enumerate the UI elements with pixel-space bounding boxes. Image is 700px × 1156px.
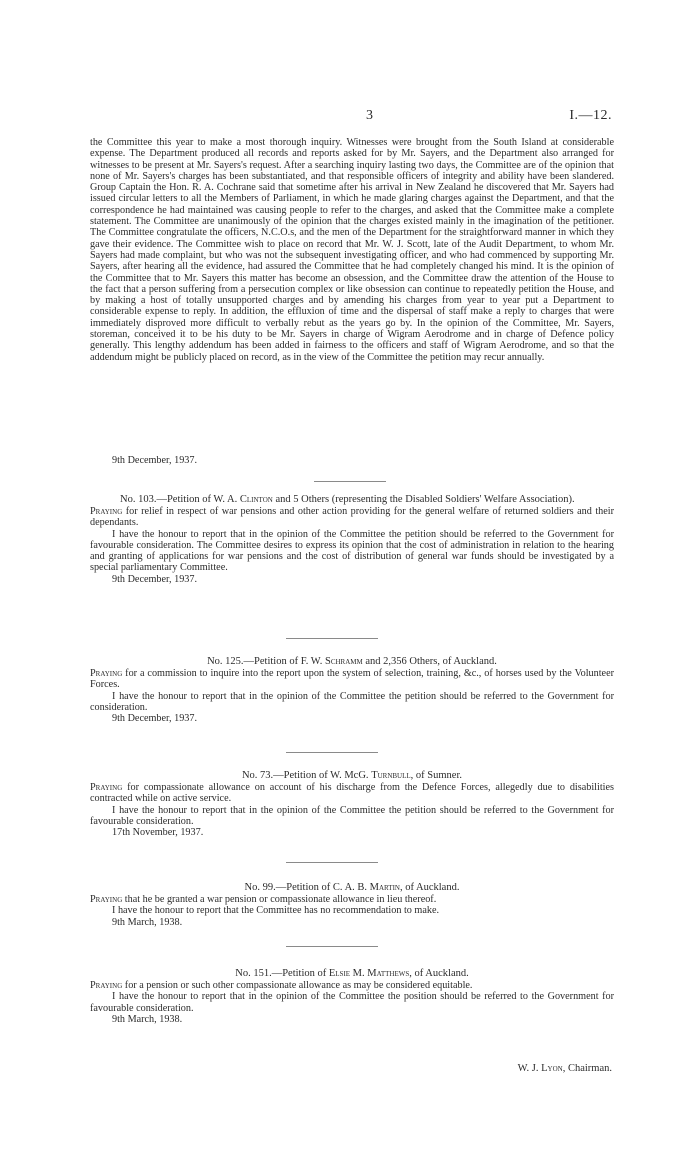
report-paragraph: I have the honour to report that in the opinion of the Committee the petition should be referred to the Government for favourable consideration. The Committee desires to express its opinion that the cost of administration in relation to the hearing and granting of applications for war pensions and the cost of distribution of general war funds should be investigated by a special parliamentary Committee. (90, 528, 614, 574)
date-line: 9th December, 1937. (112, 455, 198, 466)
petition-99 (90, 882, 614, 928)
section-divider (286, 946, 378, 947)
praying-word: Praying (90, 506, 123, 517)
petitioner-name: Martin (369, 882, 400, 893)
praying-paragraph: Praying for compassionate allowance on account of his discharge from the Defence Forces, allegedly due to disabilities contracted while on active service. (90, 782, 614, 805)
section-divider (314, 481, 386, 482)
praying-word: Praying (90, 782, 123, 793)
petition-151 (90, 968, 614, 1025)
praying-word: Praying (90, 894, 123, 905)
petitioner-name: Clinton (239, 494, 273, 505)
page-number: 3 (366, 108, 373, 123)
petition-125 (90, 656, 614, 724)
section-divider (286, 862, 378, 863)
section-divider (286, 752, 378, 753)
praying-paragraph: Praying that he be granted a war pension or compassionate allowance in lieu thereof. (90, 894, 437, 905)
date-line: 17th November, 1937. (112, 827, 204, 839)
praying-word: Praying (90, 980, 123, 991)
praying-paragraph: Praying for relief in respect of war pensions and other action providing for the general welfare of returned soldiers and their dependants. (90, 506, 614, 529)
praying-paragraph: Praying for a pension or such other compassionate allowance as may be considered equitable. (90, 980, 473, 991)
petitioner-name: Elsie M. Matthews (328, 968, 410, 979)
praying-paragraph: Praying for a commission to inquire into the report upon the system of selection, training, &c., of horses used by the Volunteer Forces. (90, 668, 614, 691)
petitioner-name: Turnbull (371, 770, 411, 781)
intro-paragraph: the Committee this year to make a most thorough inquiry. Witnesses were brought from the South Island at considerable expense. The Department produced all records and reports asked for by Mr. Sayers, and the Department also arranged for witnesses to be present at Mr. Sayers's request. After a searching inquiry lasting two days, the Committee are of the opinion that none of Mr. Sayers's charges has been substantiated, and that responsible officers of integrity and ability have been slandered. Group Captain the Hon. R. A. Cochrane said that sometime after his arrival in New Zealand he discovered that Mr. Sayers had issued circular letters to all the Members of Parliament, in which he made glaring charges against the Department, and that the correspondence he had maintained was causing people to refer to the charges, and asked that the Committee make a complete statement. The Committee are unanimously of the opinion that the charges existed mainly in the imagination of the petitioner. The Committee congratulate the officers, N.C.O.s, and the men of the Department for the straightforward manner in which they gave their evidence. The Committee wish to place on record that Mr. W. J. Scott, late of the Audit Department, to whom Mr. Sayers had made complaint, but who was not the subsequent investigating officer, and who had commenced by supporting Mr. Sayers, after hearing all the evidence, had assured the Committee that he had completely changed his mind. It is the opinion of the Committee that to Mr. Sayers this matter has become an obsession, and the Committee draw the attention of the House to the fact that a person suffering from a persecution complex or like obsession can continue to repeatedly petition the House, and by making a host of totally unsupported charges and by amending his charges from year to year put a Department to considerable expense to reply. In addition, the effluxion of time and the dispersal of staff make a reply to charges that were immediately disproved more difficult to verbally rebut as the years go by. In the opinion of the Committee, Mr. Sayers, storeman, conceived it to be his duty to be Mr. Sayers in charge of Wigram Aerodrome and in charge of Defence policy generally. This lengthy addendum has been added in fairness to the officers and staff of Wigram Aerodrome, and so that the addendum might be publicly placed on record, as in the view of the Committee the petition may recur annually. (90, 137, 614, 363)
petition-title: No. 103.—Petition of W. A. Clinton and 5 Others (representing the Disabled Soldiers' Welfare Association). (120, 494, 575, 505)
intro-date (90, 455, 490, 466)
petitioner-name: Schramm (324, 656, 363, 667)
petition-title: No. 125.—Petition of F. W. Schramm and 2,356 Others, of Auckland. (207, 656, 497, 667)
date-line: 9th March, 1938. (112, 1013, 183, 1025)
petition-title: No. 99.—Petition of C. A. B. Martin, of Auckland. (244, 882, 460, 893)
petition-73 (90, 770, 614, 838)
petition-title: No. 151.—Petition of Elsie M. Matthews, of Auckland. (235, 968, 469, 979)
date-line: 9th December, 1937. (112, 573, 198, 585)
petition-title: No. 73.—Petition of W. McG. Turnbull, of Sumner. (241, 770, 463, 781)
chairman-surname: Lyon (541, 1063, 563, 1074)
petition-103 (90, 494, 614, 585)
page-header (0, 108, 700, 128)
report-paragraph: I have the honour to report that the Committee has no recommendation to make. (112, 905, 440, 917)
chairman-signature: W. J. Lyon, Chairman. (517, 1063, 612, 1074)
paper-reference: I.—12. (569, 108, 612, 123)
date-line: 9th December, 1937. (112, 713, 198, 725)
section-divider (286, 638, 378, 639)
date-line: 9th March, 1938. (112, 916, 183, 928)
praying-word: Praying (90, 668, 123, 679)
report-paragraph: I have the honour to report that in the opinion of the Committee the petition should be referred to the Government for consideration. (90, 690, 614, 713)
report-paragraph: I have the honour to report that in the opinion of the Committee the position should be referred to the Government for favourable consideration. (90, 991, 614, 1014)
report-paragraph: I have the honour to report that in the opinion of the Committee the petition should be referred to the Government for favourable consideration. (90, 804, 614, 827)
